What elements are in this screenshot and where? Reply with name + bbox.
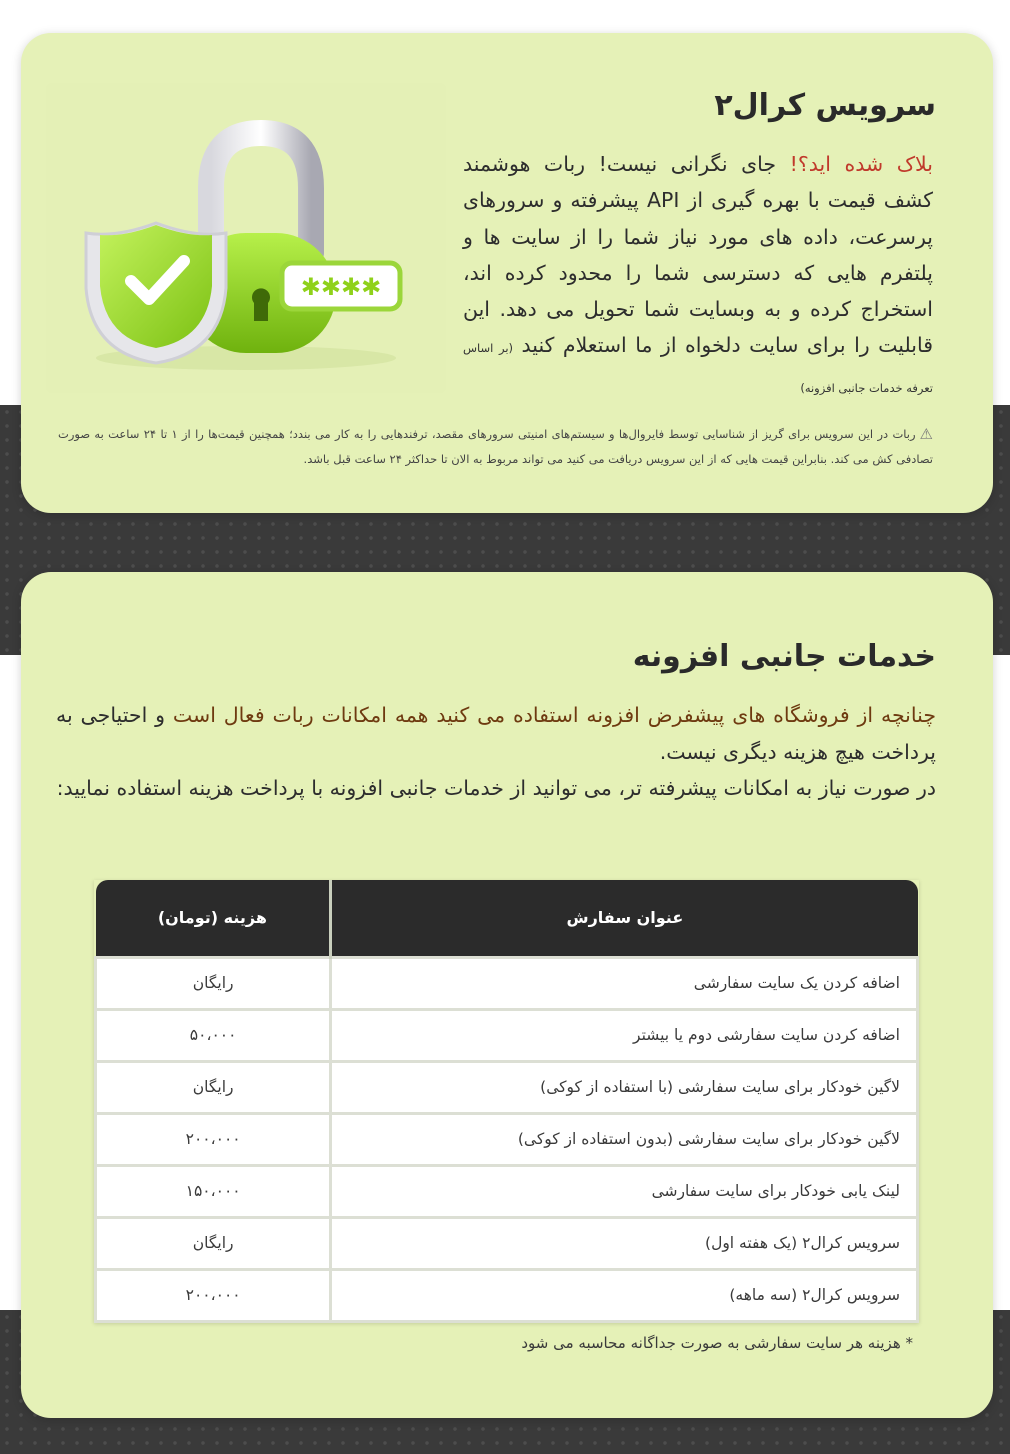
row-title: لاگین خودکار برای سایت سفارشی (بدون استفاده از کوکی) [331, 1113, 918, 1165]
crawl-service-card [21, 33, 993, 513]
page-title: سرویس کرال۲ [714, 88, 936, 123]
services-card [21, 572, 993, 1418]
row-cost: ۲۰۰،۰۰۰ [96, 1269, 331, 1321]
row-cost: ۱۵۰،۰۰۰ [96, 1165, 331, 1217]
table-row [96, 1009, 918, 1061]
advanced-features-text: در صورت نیاز به امکانات پیشرفته تر، می توانید از خدمات جانبی افزونه با پرداخت هزینه استفاده نمایید: [56, 776, 936, 800]
row-title: اضافه کردن سایت سفارشی دوم یا بیشتر [331, 1009, 918, 1061]
no-cost-text: و احتیاجی به پرداخت هیچ هزینه دیگری نیست. [56, 703, 936, 764]
header-cost: هزینه (تومان) [96, 880, 331, 957]
row-cost: ۵۰،۰۰۰ [96, 1009, 331, 1061]
password-mask: ✱✱✱✱ [300, 273, 382, 301]
disclaimer-text: ربات در این سرویس برای گریز از شناسایی توسط فایروال‌ها و سیستم‌های امنیتی سرورهای مقصد، ترفندهایی را به کار می بندد؛ همچنین قیمت‌ها را از ۱ تا ۲۴ ساعت به صورت تصادفی کش می کند. بنابراین قیمت هایی که از این سرویس دریافت می کنید می تواند مربوط به الان تا حداکثر ۲۴ ساعت قبل باشد. [58, 427, 933, 466]
table-row [96, 1061, 918, 1113]
row-title: سرویس کرال۲ (سه ماهه) [331, 1269, 918, 1321]
services-title: خدمات جانبی افزونه [632, 639, 936, 674]
table-header [96, 880, 918, 957]
row-cost: رایگان [96, 1217, 331, 1269]
row-title: لینک یابی خودکار برای سایت سفارشی [331, 1165, 918, 1217]
warning-icon: ⚠ [919, 425, 933, 443]
pricing-table [94, 880, 919, 1323]
table-row [96, 1165, 918, 1217]
padlock-shield-illustration [46, 83, 446, 393]
row-cost: رایگان [96, 1061, 331, 1113]
row-title: لاگین خودکار برای سایت سفارشی (با استفاده از کوکی) [331, 1061, 918, 1113]
table-row [96, 957, 918, 1009]
row-cost: ۲۰۰،۰۰۰ [96, 1113, 331, 1165]
intro-body: جای نگرانی نیست! ربات هوشمند کشف قیمت با بهره گیری از API پیشرفته و سرورهای پرسرعت، داده های مورد نیاز شما را از سایت ها و پلتفرم هایی که دسترسی شما را محدود کرده اند، استخراج کرده و به وبسایت شما تحویل می دهد. این قابلیت را برای سایت دلخواه از ما استعلام کنید [463, 152, 934, 358]
default-stores-highlight: چنانچه از فروشگاه های پیشفرض افزونه استفاده می کنید همه امکانات ربات فعال است [172, 703, 936, 727]
row-title: اضافه کردن یک سایت سفارشی [331, 957, 918, 1009]
row-title: سرویس کرال۲ (یک هفته اول) [331, 1217, 918, 1269]
table-row [96, 1269, 918, 1321]
table-row [96, 1217, 918, 1269]
row-cost: رایگان [96, 957, 331, 1009]
pricing-footnote: * هزینه هر سایت سفارشی به صورت جداگانه محاسبه می شود [521, 1334, 913, 1352]
pricing-note: (بر اساس تعرفه خدمات جانبی افزونه) [463, 341, 933, 395]
crawl-disclaimer [58, 422, 933, 472]
security-illustration [46, 83, 446, 393]
header-order-title: عنوان سفارش [331, 880, 918, 957]
services-description [56, 697, 936, 807]
crawl-intro [463, 146, 933, 406]
table-row [96, 1113, 918, 1165]
blocked-highlight: بلاک شده اید؟! [789, 152, 933, 176]
